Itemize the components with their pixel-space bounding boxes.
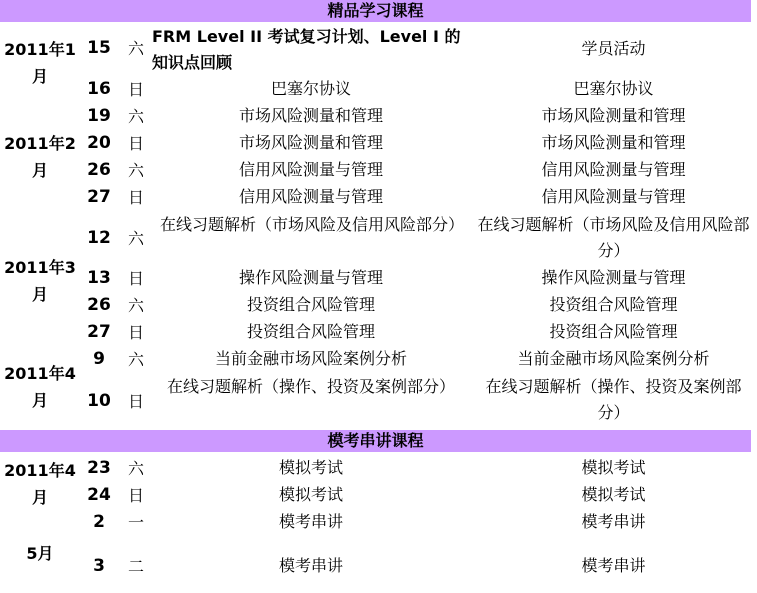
month-label-may: 5月 (26, 544, 54, 563)
weekday-cell: 日 (127, 323, 144, 342)
course-topic-cell: 操作风险测量与管理 (238, 268, 383, 287)
day-cell: 9 (93, 349, 105, 369)
section-header-mock: 模考串讲课程 (0, 430, 751, 452)
month-label-jan: 2011年1月 (4, 40, 76, 86)
course-topic-cell: 模考串讲 (278, 556, 343, 575)
course-detail-cell: 当前金融市场风险案例分析 (517, 349, 710, 368)
day-cell: 26 (87, 295, 111, 315)
day-cell: 24 (87, 485, 111, 505)
course-topic-cell: 模拟考试 (278, 485, 343, 504)
course-detail-cell: 投资组合风险管理 (549, 295, 678, 314)
weekday-cell: 六 (127, 296, 144, 315)
course-topic-text: FRM Level II 考试复习计划、Level I 的知识点回顾 (152, 27, 461, 72)
weekday-cell: 六 (127, 161, 144, 180)
course-detail-cell: 信用风险测量与管理 (541, 160, 686, 179)
weekday-cell: 日 (127, 486, 144, 505)
day-cell: 23 (87, 458, 111, 478)
course-topic-cell: 巴塞尔协议 (270, 79, 351, 98)
weekday-cell: 一 (127, 513, 144, 532)
course-detail-cell: 在线习题解析（操作、投资及案例部分） (485, 377, 742, 422)
course-topic-cell: 模考串讲 (278, 512, 343, 531)
month-label-feb: 2011年2月 (4, 134, 76, 180)
weekday-cell: 日 (127, 188, 144, 207)
weekday-cell: 六 (127, 39, 144, 58)
weekday-cell: 六 (127, 229, 144, 248)
course-detail-cell: 模考串讲 (581, 556, 646, 575)
day-cell: 20 (87, 133, 111, 153)
course-topic-cell: 信用风险测量与管理 (238, 187, 383, 206)
weekday-cell: 日 (127, 269, 144, 288)
course-topic-cell: 投资组合风险管理 (246, 322, 375, 341)
course-detail-cell: 学员活动 (581, 39, 646, 58)
course-detail-cell: 巴塞尔协议 (573, 79, 654, 98)
day-cell: 16 (87, 79, 111, 99)
month-label-apr-mock: 2011年4月 (4, 461, 76, 507)
day-cell: 15 (87, 38, 111, 58)
course-topic-cell (152, 24, 470, 76)
day-cell: 19 (87, 106, 111, 126)
course-detail-cell: 市场风险测量和管理 (541, 133, 686, 152)
course-detail-cell: 信用风险测量与管理 (541, 187, 686, 206)
weekday-cell: 六 (127, 107, 144, 126)
month-label-apr: 2011年4月 (4, 364, 76, 410)
course-detail-cell: 在线习题解析（市场风险及信用风险部分） (477, 215, 750, 260)
course-detail-cell: 模考串讲 (581, 512, 646, 531)
section-header-premium: 精品学习课程 (0, 0, 751, 22)
course-detail-cell: 操作风险测量与管理 (541, 268, 686, 287)
day-cell: 27 (87, 322, 111, 342)
course-topic-cell: 信用风险测量与管理 (238, 160, 383, 179)
day-cell: 3 (93, 556, 105, 576)
course-topic-cell: 模拟考试 (278, 458, 343, 477)
course-topic-cell: 投资组合风险管理 (246, 295, 375, 314)
course-detail-cell: 模拟考试 (581, 485, 646, 504)
course-topic-cell: 当前金融市场风险案例分析 (214, 349, 407, 368)
weekday-cell: 六 (127, 459, 144, 478)
month-label-mar: 2011年3月 (4, 258, 76, 304)
course-topic-cell: 市场风险测量和管理 (238, 133, 383, 152)
day-cell: 2 (93, 512, 105, 532)
course-topic-cell: 市场风险测量和管理 (238, 106, 383, 125)
course-topic-cell: 在线习题解析（操作、投资及案例部分） (166, 377, 455, 396)
course-topic-cell: 在线习题解析（市场风险及信用风险部分） (160, 215, 465, 234)
day-cell: 27 (87, 187, 111, 207)
day-cell: 12 (87, 228, 111, 248)
weekday-cell: 六 (127, 350, 144, 369)
day-cell: 10 (87, 391, 111, 411)
course-detail-cell: 模拟考试 (581, 458, 646, 477)
weekday-cell: 二 (127, 557, 144, 576)
course-detail-cell: 市场风险测量和管理 (541, 106, 686, 125)
course-detail-cell: 投资组合风险管理 (549, 322, 678, 341)
weekday-cell: 日 (127, 134, 144, 153)
weekday-cell: 日 (127, 392, 144, 411)
day-cell: 26 (87, 160, 111, 180)
day-cell: 13 (87, 268, 111, 288)
weekday-cell: 日 (127, 80, 144, 99)
